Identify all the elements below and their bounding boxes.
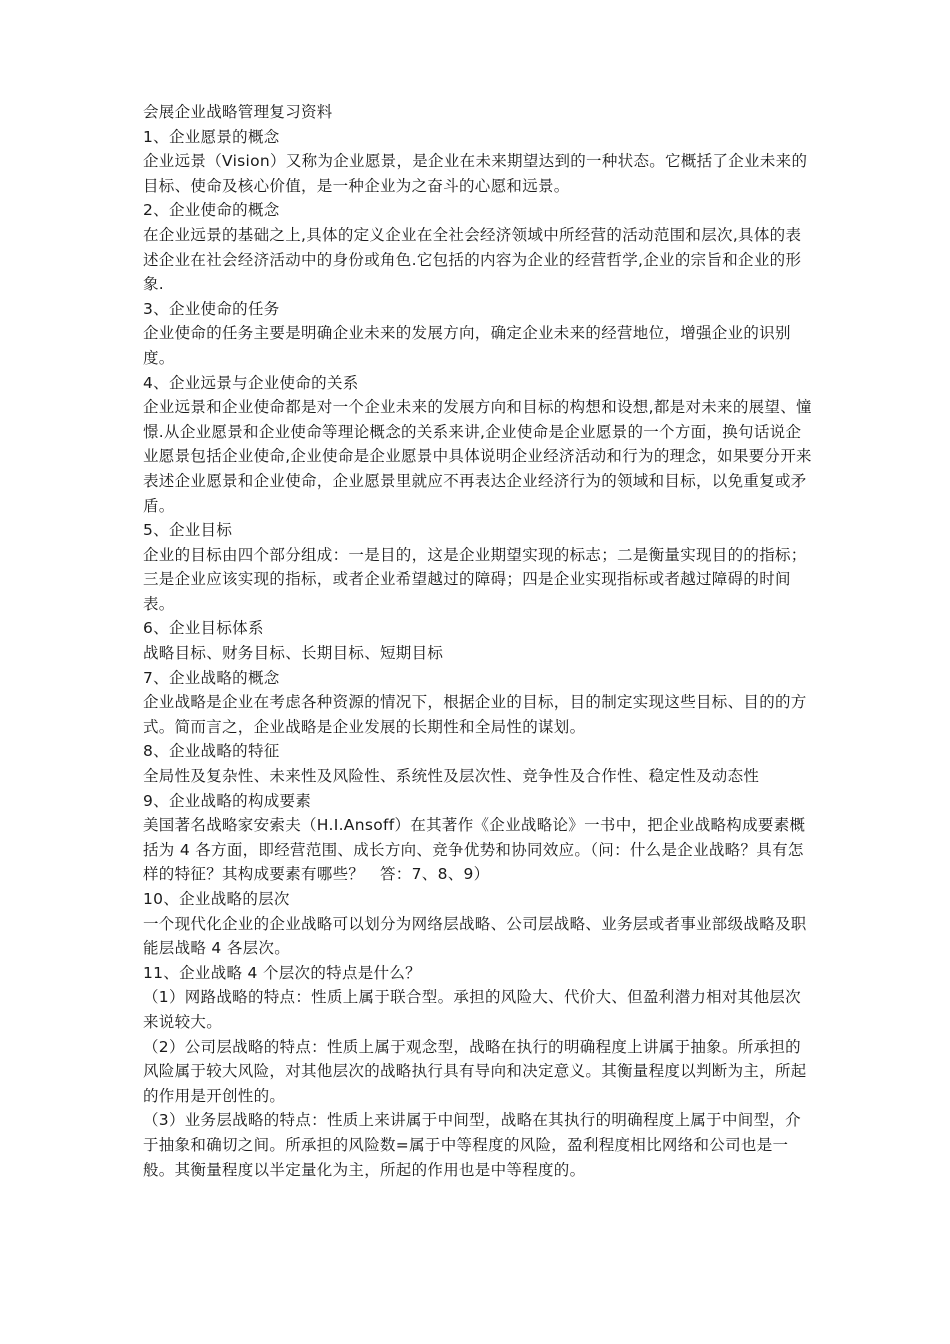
section-paragraph: 企业战略是企业在考虑各种资源的情况下，根据企业的目标，目的制定实现这些目标、目的的方式。简而言之，企业战略是企业发展的长期性和全局性的谋划。 <box>143 693 807 736</box>
section-paragraph: 一个现代化企业的企业战略可以划分为网络层战略、公司层战略、业务层或者事业部级战略及职能层战略 4 各层次。 <box>143 914 807 958</box>
section-heading: 2、企业使命的概念 <box>143 201 280 220</box>
section-paragraph: （2）公司层战略的特点：性质上属于观念型，战略在执行的明确程度上讲属于抽象。所承担的风险属于较大风险，对其他层次的战略执行具有导向和决定意义。其衡量程度以判断为主，所起的作用是开创性的。 <box>143 1037 807 1105</box>
section-paragraph: 企业远景（Vision）又称为企业愿景，是企业在未来期望达到的一种状态。它概括了企业未来的目标、使命及核心价值，是一种企业为之奋斗的心愿和远景。 <box>143 152 808 195</box>
section-paragraph: 企业使命的任务主要是明确企业未来的发展方向，确定企业未来的经营地位，增强企业的识别度。 <box>143 324 791 367</box>
section-paragraph: 美国著名战略家安索夫（H.I.Ansoff）在其著作《企业战略论》一书中，把企业战略构成要素概括为 4 各方面，即经营范围、成长方向、竞争优势和协同效应。（问：什么是企业战略？具有怎样的特征？其构成要素有哪些？ 答：7、8、9） <box>143 816 806 884</box>
document-body <box>143 100 813 1182</box>
section-heading: 6、企业目标体系 <box>143 619 264 638</box>
section-paragraph: 在企业远景的基础之上,具体的定义企业在全社会经济领域中所经营的活动范围和层次,具体的表述企业在社会经济活动中的身份或角色.它包括的内容为企业的经营哲学,企业的宗旨和企业的形象. <box>143 225 802 294</box>
section-paragraph: 全局性及复杂性、未来性及风险性、系统性及层次性、竞争性及合作性、稳定性及动态性 <box>143 767 760 786</box>
section-heading: 11、企业战略 4 个层次的特点是什么？ <box>143 963 421 982</box>
section-paragraph: 企业的目标由四个部分组成：一是目的，这是企业期望实现的标志；二是衡量实现目的的指标；三是企业应该实现的指标，或者企业希望越过的障碍；四是企业实现指标或者越过障碍的时间表。 <box>143 545 807 613</box>
section-heading: 7、企业战略的概念 <box>143 668 280 687</box>
section-heading: 8、企业战略的特征 <box>143 742 280 761</box>
section-paragraph: 战略目标、财务目标、长期目标、短期目标 <box>143 644 444 663</box>
section-paragraph: 企业远景和企业使命都是对一个企业未来的发展方向和目标的构想和设想,都是对未来的展望、憧憬.从企业愿景和企业使命等理论概念的关系来讲,企业使命是企业愿景的一个方面，换句话说企业愿景包括企业使命,企业使命是企业愿景中具体说明企业经济活动和行为的理念，如果要分开来表述企业愿景和企业使命，企业愿景里就应不再表达企业经济行为的领域和目标，以免重复或矛盾。 <box>143 398 812 515</box>
document-title: 会展企业战略管理复习资料 <box>143 103 333 121</box>
section-heading: 5、企业目标 <box>143 521 233 540</box>
section-heading: 3、企业使命的任务 <box>143 299 280 318</box>
section-heading: 4、企业远景与企业使命的关系 <box>143 373 359 392</box>
section-heading: 9、企业战略的构成要素 <box>143 791 312 810</box>
section-heading: 10、企业战略的层次 <box>143 890 290 908</box>
section-paragraph: （1）网路战略的特点：性质上属于联合型。承担的风险大、代价大、但盈利潜力相对其他层次来说较大。 <box>143 988 801 1031</box>
section-heading: 1、企业愿景的概念 <box>143 127 280 146</box>
section-paragraph: （3）业务层战略的特点：性质上来讲属于中间型，战略在其执行的明确程度上属于中间型，介于抽象和确切之间。所承担的风险数=属于中等程度的风险，盈利程度相比网络和公司也是一般。其衡量程度以半定量化为主，所起的作用也是中等程度的。 <box>143 1111 801 1179</box>
